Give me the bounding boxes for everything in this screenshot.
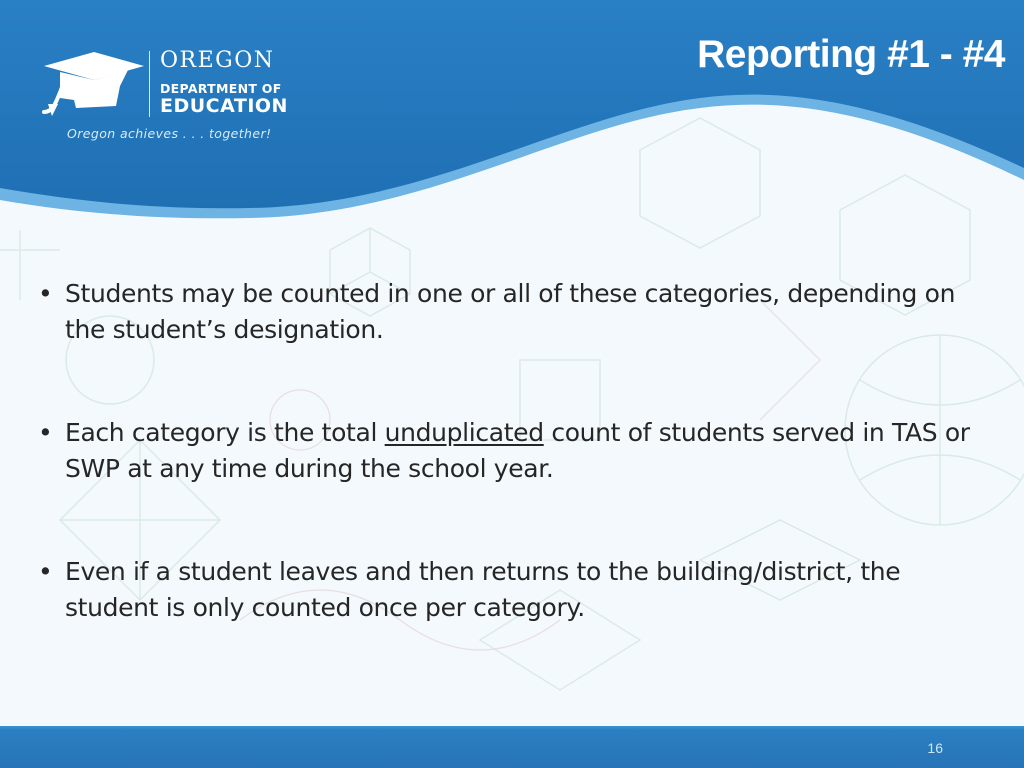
logo-department-line: DEPARTMENT OF [160,81,282,96]
logo-education-line: EDUCATION [160,95,288,117]
bullet-text: Students may be counted in one or all of these categories, depending on the student’s designation. [65,279,956,344]
logo-tagline: Oregon achieves . . . together! [67,126,272,141]
page-number: 16 [927,740,943,756]
graduation-cap-oregon-icon [36,46,148,118]
bullet-list [38,276,998,693]
underlined-term: unduplicated [384,418,544,447]
slide-title: Reporting #1 - #4 [697,33,1005,76]
bullet-text: Even if a student leaves and then returns to the building/district, the student is only counted once per category. [65,557,901,622]
logo-divider [149,51,150,117]
oregon-department-of-education-logo [36,46,296,146]
bullet-item [38,554,998,626]
bullet-text-after: count of students served in TAS or SWP at any time during the school year. [65,418,970,483]
bullet-text-before: Each category is the total [65,418,385,447]
footer-bar [0,726,1024,768]
bullet-item [38,276,998,348]
logo-state-name: OREGON [160,48,275,73]
bullet-item [38,415,998,487]
